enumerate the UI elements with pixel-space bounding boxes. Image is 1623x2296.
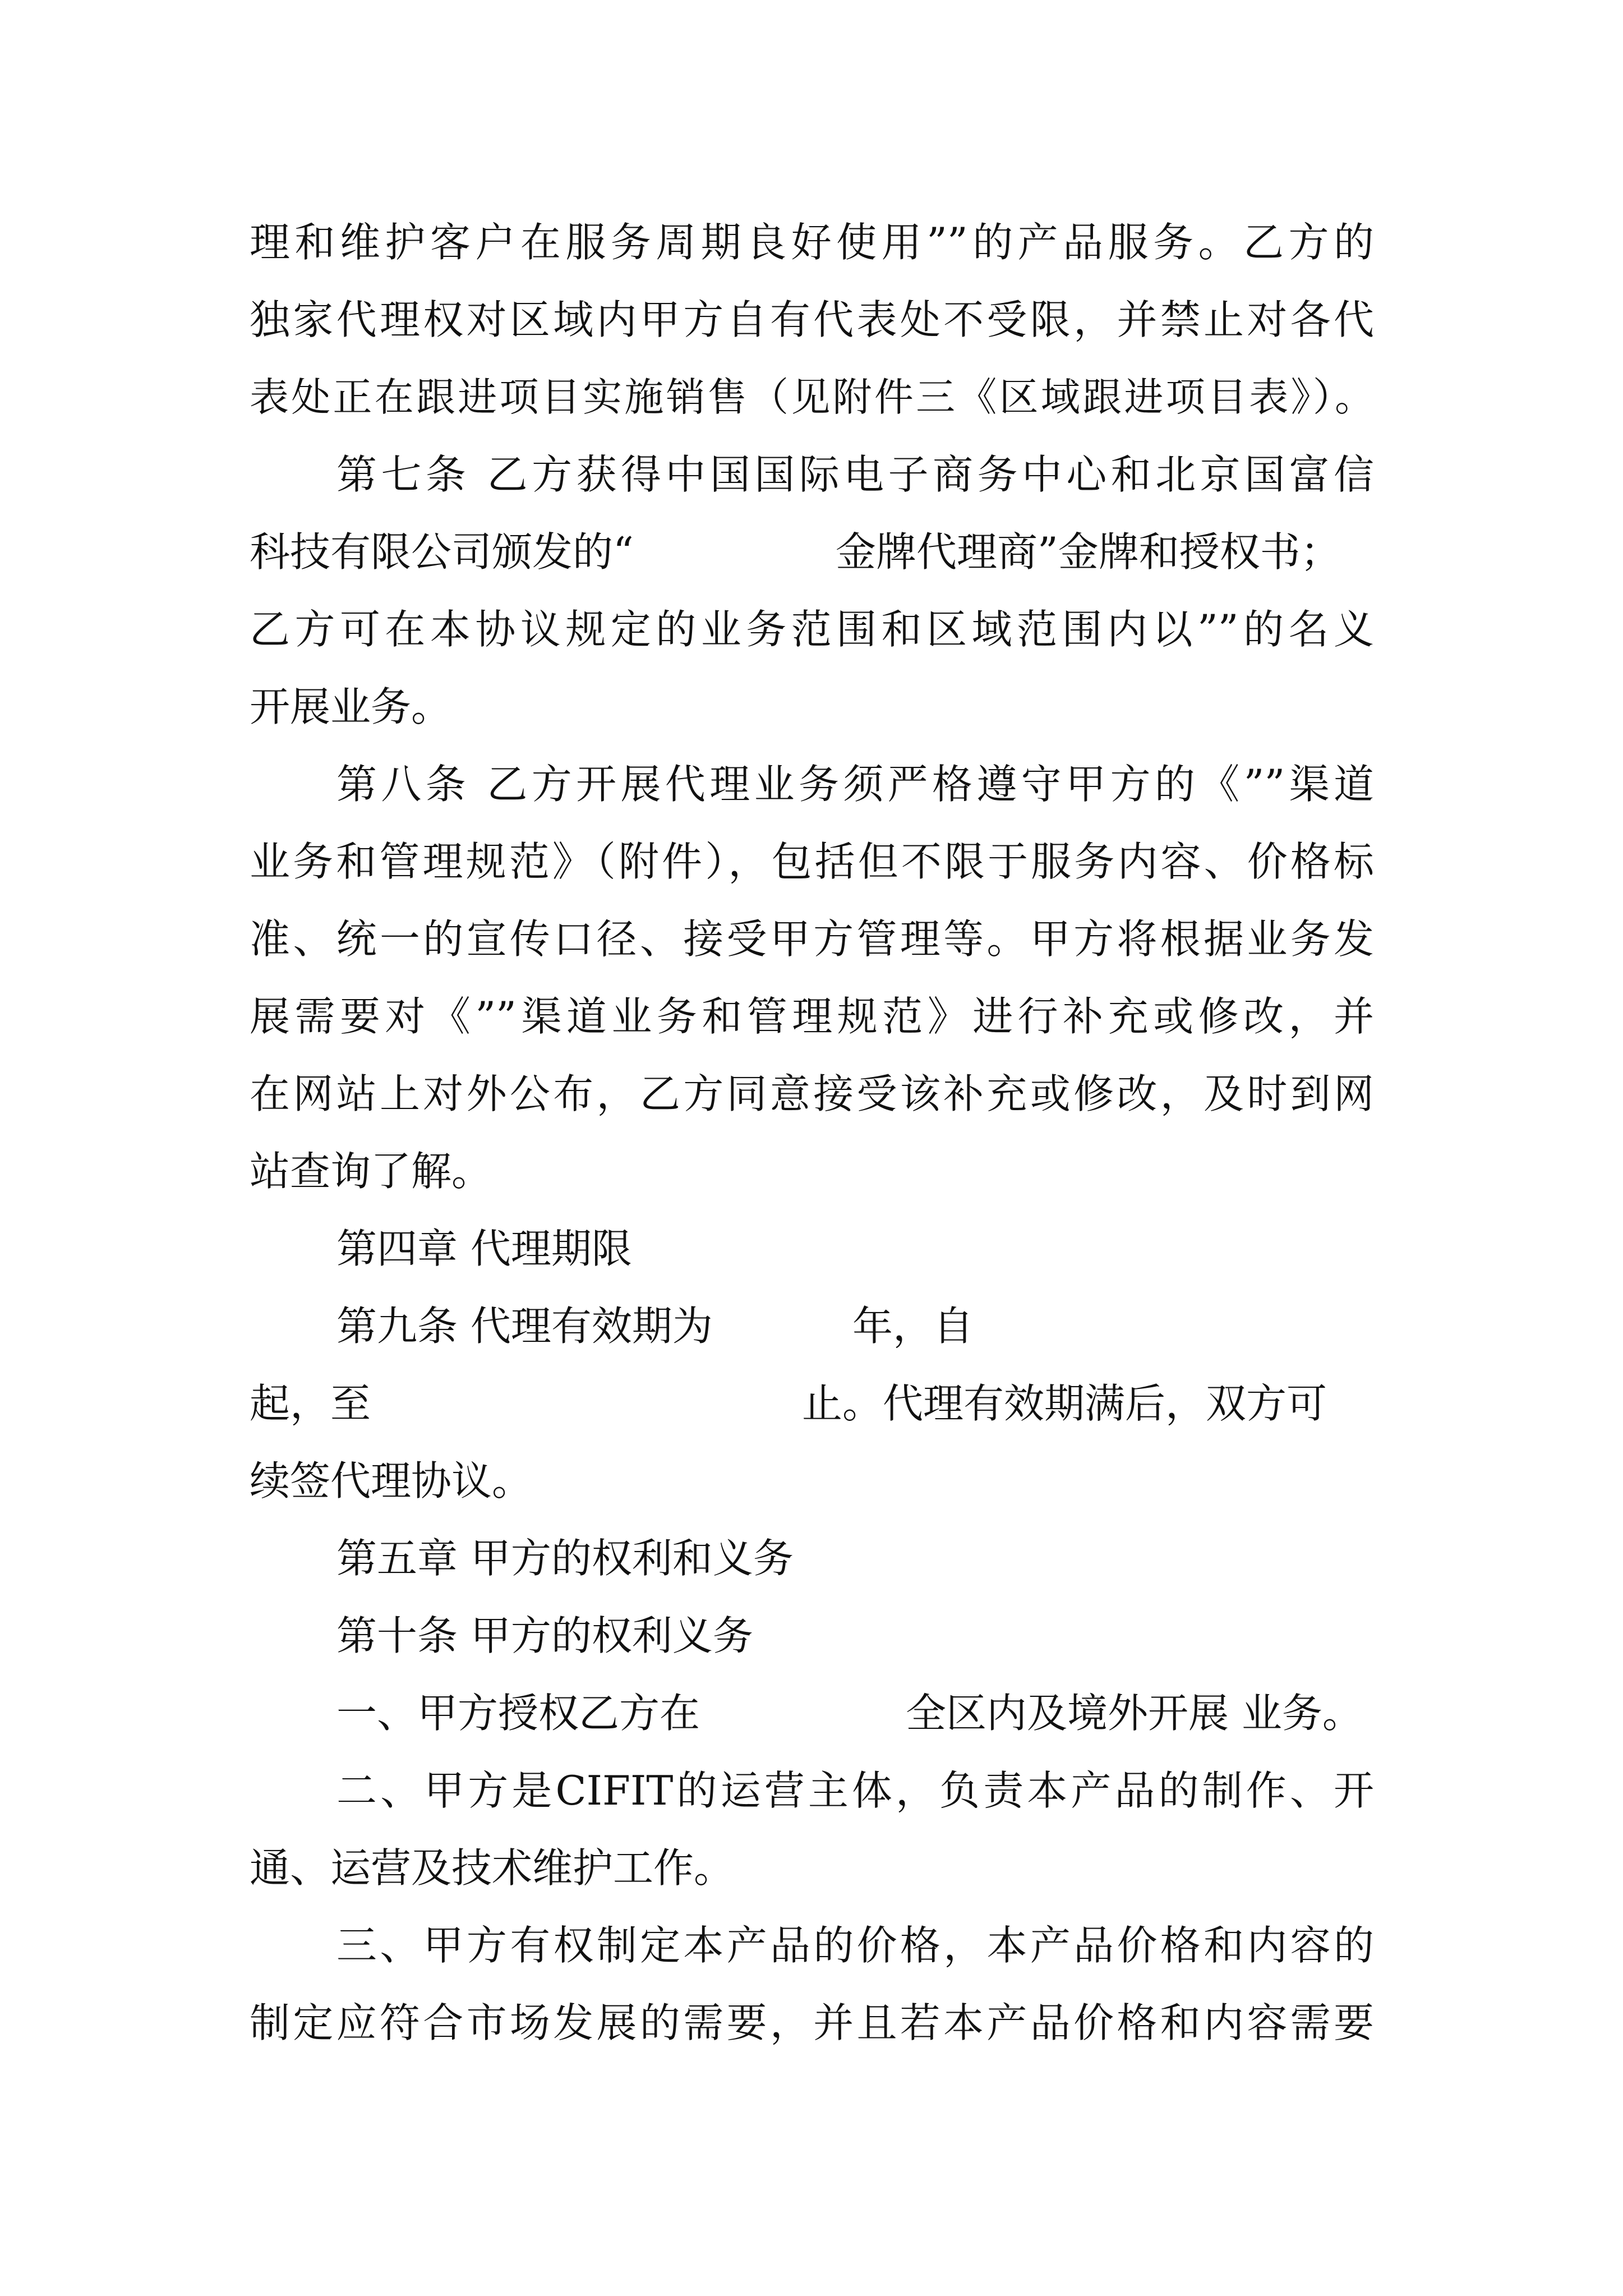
line-text: 开展业务。 <box>250 683 452 730</box>
line-text: 准、统一的宣传口径、接受甲方管理等。甲方将根据业务发 <box>250 915 1374 963</box>
text-line <box>0 1984 1623 2062</box>
text-line <box>0 668 1623 746</box>
article-8-heading-line <box>0 745 1623 823</box>
text-line <box>0 977 1623 1056</box>
line-text: 三、甲方有权制定本产品的价格，本产品价格和内容的 <box>336 1922 1374 1969</box>
line-text: 在网站上对外公布，乙方同意接受该补充或修改，及时到网 <box>250 1070 1374 1117</box>
text-line <box>0 358 1623 436</box>
text-line <box>0 1055 1623 1133</box>
line-text: 一、甲方授权乙方在 <box>336 1690 700 1737</box>
line-text: 第八条 乙方开展代理业务须严格遵守甲方的《””渠道 <box>336 761 1374 808</box>
line-text: 止。代理有效期满后，双方可 <box>802 1380 1327 1427</box>
line-text: 第十条 甲方的权利义务 <box>336 1612 753 1659</box>
text-line <box>0 203 1623 282</box>
line-text: 展需要对《””渠道业务和管理规范》进行补充或修改，并 <box>250 993 1374 1040</box>
text-line <box>0 900 1623 978</box>
line-text: 通、运营及技术维护工作。 <box>250 1844 735 1892</box>
text-line <box>0 280 1623 359</box>
text-line <box>0 1829 1623 1907</box>
text-line <box>0 1364 1623 1443</box>
line-text: 业务和管理规范》（附件），包括但不限于服务内容、价格标 <box>250 838 1374 885</box>
line-text: 独家代理权对区域内甲方自有代表处不受限，并禁止对各代 <box>250 296 1374 343</box>
line-text: 续签代理协议。 <box>250 1457 533 1504</box>
clause-3-line <box>0 1906 1623 1985</box>
clause-1-line <box>0 1674 1623 1752</box>
chapter-5-heading <box>0 1519 1623 1598</box>
line-text: 第九条 代理有效期为 <box>336 1303 713 1350</box>
line-text: 制定应符合市场发展的需要，并且若本产品价格和内容需要 <box>250 1999 1374 2046</box>
line-text: 起，至 <box>250 1380 371 1427</box>
line-text: 二、甲方是CIFIT的运营主体，负责本产品的制作、开 <box>336 1767 1374 1814</box>
clause-2-line <box>0 1751 1623 1830</box>
line-text: 年，自 <box>852 1303 974 1350</box>
line-text: 金牌代理商”金牌和授权书； <box>836 528 1341 576</box>
text-line <box>0 590 1623 669</box>
line-text: 表处正在跟进项目实施销售（见附件三《区域跟进项目表》）。 <box>250 374 1374 420</box>
line-text: 站查询了解。 <box>250 1148 492 1195</box>
text-line <box>0 1132 1623 1211</box>
line-text: 全区内及境外开展 业务。 <box>906 1690 1363 1737</box>
text-line <box>0 513 1623 591</box>
line-text: 第七条 乙方获得中国国际电子商务中心和北京国富信 <box>336 451 1374 498</box>
line-text: 科技有限公司颁发的“ <box>250 528 634 576</box>
line-text: 乙方可在本协议规定的业务范围和区域范围内以””的名义 <box>250 606 1374 653</box>
line-text: 第四章 代理期限 <box>336 1225 632 1272</box>
line-text: 第五章 甲方的权利和义务 <box>336 1535 794 1582</box>
article-10-heading <box>0 1596 1623 1675</box>
article-9-heading-line <box>0 1287 1623 1365</box>
chapter-4-heading <box>0 1209 1623 1288</box>
text-line <box>0 822 1623 901</box>
text-line <box>0 1442 1623 1520</box>
line-text: 理和维护客户在服务周期良好使用””的产品服务。乙方的 <box>250 219 1374 266</box>
article-7-heading-line <box>0 435 1623 514</box>
